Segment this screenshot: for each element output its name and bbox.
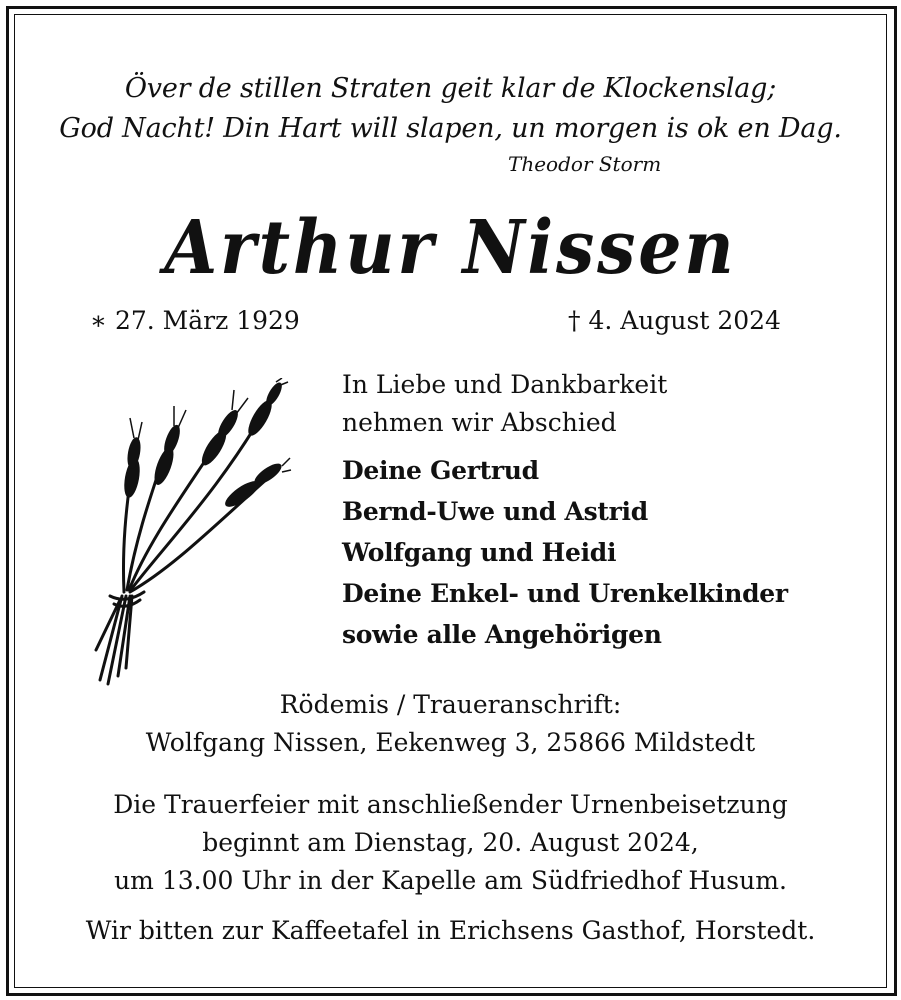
death-date: † 4. August 2024 bbox=[568, 306, 781, 335]
ceremony-line-2: beginnt am Dienstag, 20. August 2024, bbox=[202, 828, 699, 857]
poem-line-1: Över de stillen Straten geit klar de Klockenslag; bbox=[124, 73, 777, 104]
birth-date: ∗ 27. März 1929 bbox=[90, 306, 300, 335]
address-line-2: Wolfgang Nissen, Eekenweg 3, 25866 Mildstedt bbox=[145, 728, 756, 757]
poem-line-2: God Nacht! Din Hart will slapen, un morgen is ok en Dag. bbox=[59, 113, 842, 144]
family-member: Deine Gertrud bbox=[342, 456, 539, 485]
family-member: Bernd-Uwe und Astrid bbox=[342, 497, 648, 526]
mourning-intro-1: In Liebe und Dankbarkeit bbox=[342, 370, 668, 399]
mourning-intro-2: nehmen wir Abschied bbox=[342, 408, 617, 437]
poem-author: Theodor Storm bbox=[508, 152, 662, 176]
address-line-1: Rödemis / Traueranschrift: bbox=[279, 690, 622, 719]
ceremony-line-3: um 13.00 Uhr in der Kapelle am Südfriedhof Husum. bbox=[114, 866, 787, 895]
family-member: sowie alle Angehörigen bbox=[342, 620, 662, 649]
deceased-name: Arthur Nissen bbox=[164, 205, 737, 291]
ceremony-line-1: Die Trauerfeier mit anschließender Urnenbeisetzung bbox=[113, 790, 788, 819]
wheat-sheaf-icon bbox=[92, 378, 292, 688]
reception-line: Wir bitten zur Kaffeetafel in Erichsens Gasthof, Horstedt. bbox=[85, 916, 816, 945]
family-member: Deine Enkel- und Urenkelkinder bbox=[342, 579, 788, 608]
family-member: Wolfgang und Heidi bbox=[342, 538, 617, 567]
